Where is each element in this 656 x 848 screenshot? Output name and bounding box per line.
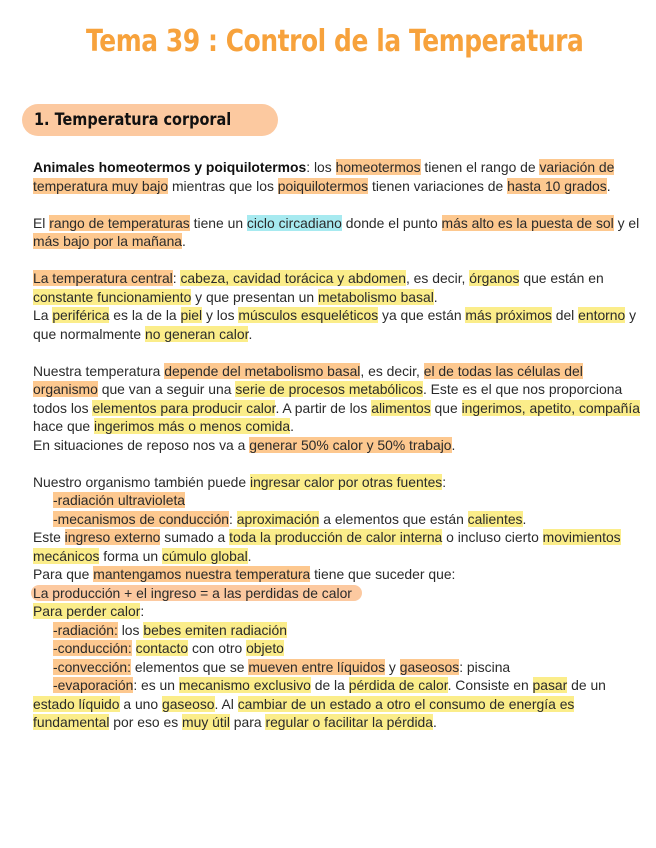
paragraph-homeotermos: Animales homeotermos y poiquilotermos: los homeotermos tienen el rango de variación de temperatura muy bajo mientras que los poiquilotermos tienen variaciones de hasta 10 grados. [33, 159, 615, 194]
notes-body [33, 158, 641, 732]
paragraph-periferica: La periférica es la de la piel y los músculos esqueléticos ya que están más próximos del entorno y que normalmente no generan calor. [33, 307, 637, 342]
paragraph-mantener: Para que mantengamos nuestra temperatura tiene que suceder que: [33, 566, 456, 582]
paragraph-reposo: En situaciones de reposo nos va a generar 50% calor y 50% trabajo. [33, 436, 456, 453]
section-heading: 1. Temperatura corporal [22, 104, 278, 136]
paragraph-metabolismo: Nuestra temperatura depende del metabolismo basal, es decir, el de todas las células del organismo que van a seguir una serie de procesos metabólicos. Este es el que nos proporciona todos los elementos para producir calor. A partir de los alimentos que ingerimos, apetito, compañía hace que ingerimos más o menos comida. [33, 362, 640, 434]
page-title: Tema 39 : Control de la Temperatura [86, 24, 584, 59]
list-item: -radiación ultravioleta [53, 492, 186, 508]
paragraph-ecuacion: La producción + el ingreso = a las perdidas de calor [33, 584, 641, 603]
paragraph-ingreso-externo: Este ingreso externo sumado a toda la producción de calor interna o incluso cierto movimientos mecánicos forma un cúmulo global. [33, 529, 621, 564]
list-item: -evaporación: es un mecanismo exclusivo de la pérdida de calor. Consiste en pasar de un estado líquido a uno gaseoso. Al cambiar de un estado a otro el consumo de energía es fundamental por eso es muy útil para regular o facilitar la pérdida. [33, 677, 606, 730]
list-item: -radiación: los bebes emiten radiación [53, 621, 287, 638]
list-item: -convección: elementos que se mueven entre líquidos y gaseosos: piscina [53, 658, 511, 675]
paragraph-perder: Para perder calor: [33, 603, 145, 619]
list-item: -conducción: contacto con otro objeto [53, 640, 284, 656]
paragraph-central: La temperatura central: cabeza, cavidad torácica y abdomen, es decir, órganos que están en constante funcionamiento y que presentan un metabolismo basal. [33, 270, 604, 305]
paragraph-ingresar: Nuestro organismo también puede ingresar calor por otras fuentes: [33, 473, 447, 490]
list-item: -mecanismos de conducción: aproximación a elementos que están calientes. [53, 510, 527, 527]
paragraph-rango: El rango de temperaturas tiene un ciclo circadiano donde el punto más alto es la puesta de sol y el más bajo por la mañana. [33, 214, 640, 249]
